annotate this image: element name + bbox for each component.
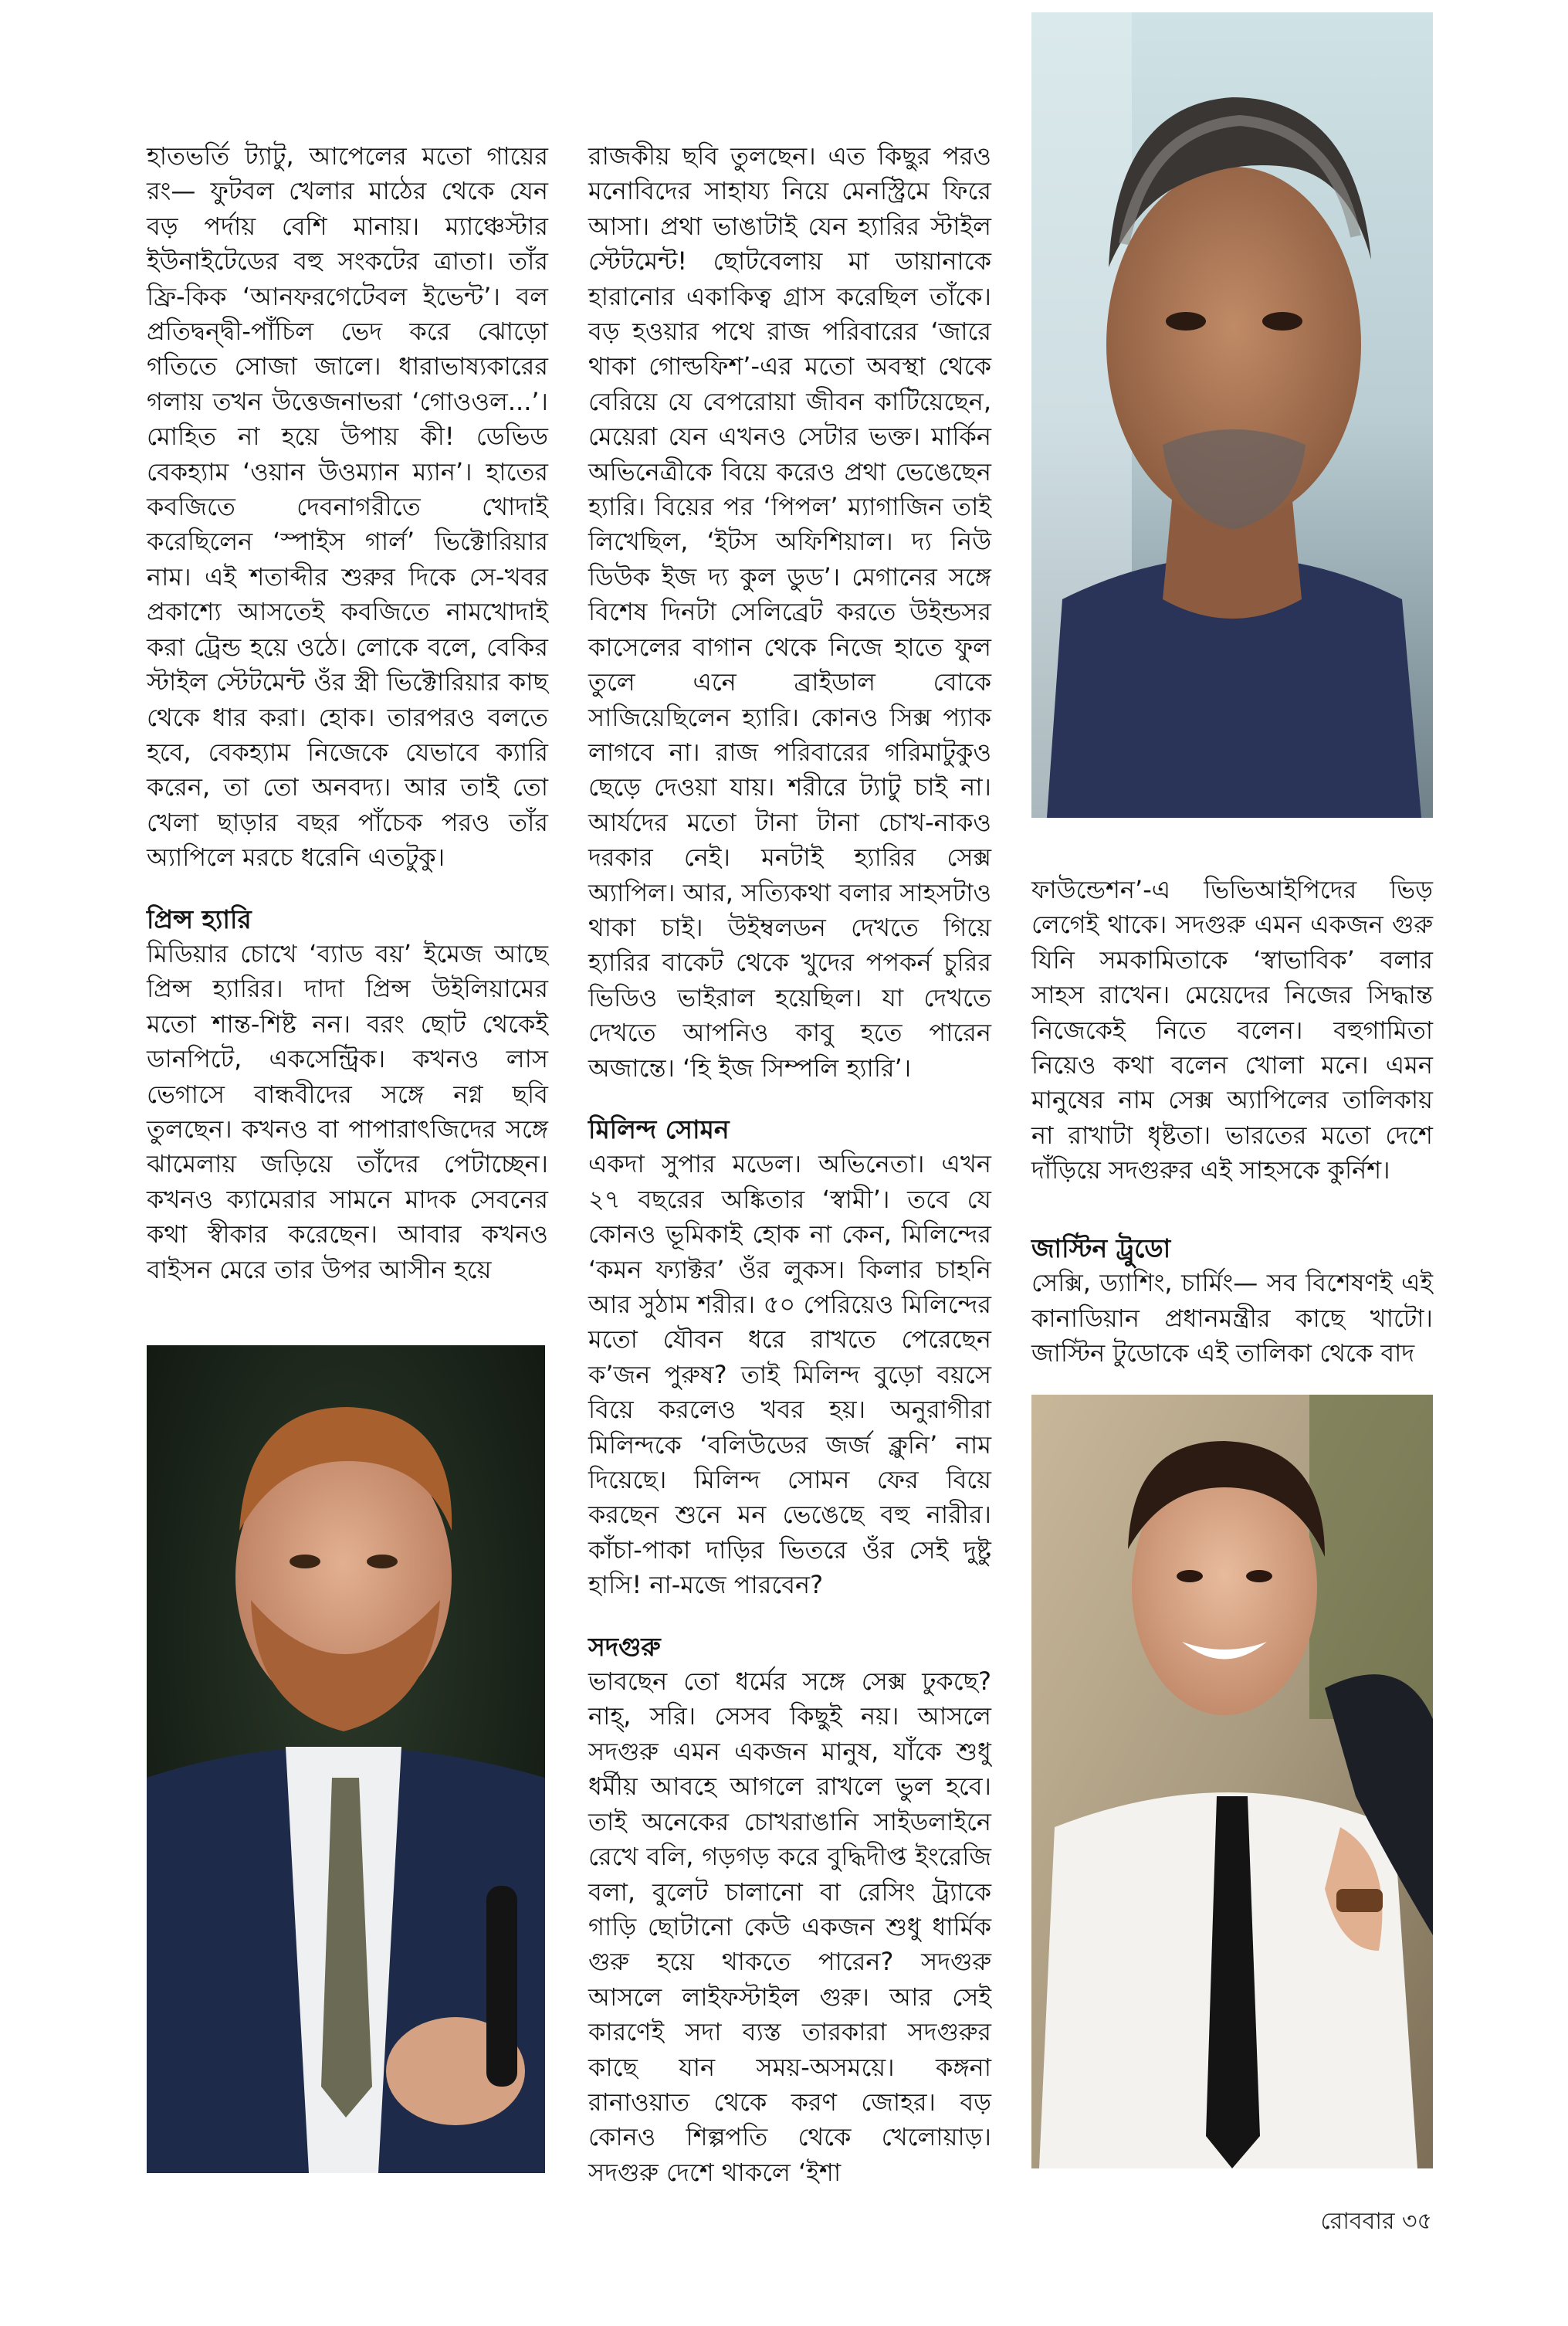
prince-harry-photo bbox=[147, 1345, 545, 2173]
article-column-2 bbox=[588, 139, 991, 2190]
article-column-1 bbox=[147, 139, 548, 1287]
section-heading-prince-harry: প্রিন্স হ্যারি bbox=[147, 904, 252, 934]
page-footer: রোববার ৩৫ bbox=[1320, 2208, 1432, 2235]
section-heading-sadhguru: সদগুরু bbox=[588, 1631, 661, 1662]
sadhguru-paragraph: ভাবছেন তো ধর্মের সঙ্গে সেক্স ঢুকছে? নাহ্, সরি। সেসব কিছুই নয়। আসলে সদগুরু এমন একজন মানুষ, যাঁকে শুধু ধর্মীয় আবহে আগলে রাখলে ভুল হবে। তাই অনেকের চোখরাঙানি সাইডলাইনে রেখে বলি, গড়গড় করে বুদ্ধিদীপ্ত ইংরেজি বলা, বুলেট চালানো বা রেসিং ট্র্যাকে গাড়ি ছোটানো কেউ একজন শুধু ধার্মিক গুরু হয়ে থাকতে পারেন? সদগুরু আসলে লাইফস্টাইল গুরু। আর সেই কারণেই সদা ব্যস্ত তারকারা সদগুরুর কাছে যান সময়-অসময়ে। কঙ্গনা রানাওয়াত থেকে করণ জোহর। বড় কোনও শিল্পপতি থেকে খেলোয়াড়। সদগুরু দেশে থাকলে ‘ইশা bbox=[588, 1667, 991, 2187]
milind-soman-photo bbox=[1031, 12, 1433, 818]
article-column-3-top bbox=[1031, 873, 1433, 1188]
beckham-paragraph: হাতভর্তি ট্যাটু, আপেলের মতো গায়ের রং— ফুটবল খেলার মাঠের থেকে যেন বড় পর্দায় বেশি মানায়। ম্যাঞ্চেস্টার ইউনাইটেডের বহু সংকটের ত্রাতা। তাঁর ফ্রি-কিক ‘আনফরগেটেবল ইভেন্ট’। বল প্রতিদ্বন্দ্বী-পাঁচিল ভেদ করে ঝোড়ো গতিতে সোজা জালে। ধারাভাষ্যকারের গলায় তখন উত্তেজনাভরা ‘গোওওল...’। মোহিত না হয়ে উপায় কী! ডেভিড বেকহ্যাম ‘ওয়ান উওম্যান ম্যান’। হাতের কবজিতে দেবনাগরীতে খোদাই করেছিলেন ‘স্পাইস গার্ল’ ভিক্টোরিয়ার নাম। এই শতাব্দীর শুরুর দিকে সে-খবর প্রকাশ্যে আসতেই কবজিতে নামখোদাই করা ট্রেন্ড হয়ে ওঠে। লোকে বলে, বেকির স্টাইল স্টেটমেন্ট ওঁর স্ত্রী ভিক্টোরিয়ার কাছ থেকে ধার করা। হোক। তারপরও বলতে হবে, বেকহ্যাম নিজেকে যেভাবে ক্যারি করেন, তা তো অনবদ্য। আর তাই তো খেলা ছাড়ার বছর পাঁচেক পরও তাঁর অ্যাপিলে মরচে ধরেনি এতটুকু। bbox=[147, 141, 548, 873]
section-heading-justin-trudeau: জাস্টিন ট্রুডো bbox=[1031, 1233, 1171, 1263]
article-column-3-bottom bbox=[1031, 1231, 1433, 1372]
milind-soman-paragraph: একদা সুপার মডেল। অভিনেতা। এখন ২৭ বছরের অঙ্কিতার ‘স্বামী’। তবে যে কোনও ভূমিকাই হোক না কেন, মিলিন্দের ‘কমন ফ্যাক্টর’ ওঁর লুকস। কিলার চাহনি আর সুঠাম শরীর। ৫০ পেরিয়েও মিলিন্দের মতো যৌবন ধরে রাখতে পেরেছেন ক’জন পুরুষ? তাই মিলিন্দ বুড়ো বয়সে বিয়ে করলেও খবর হয়। অনুরাগীরা মিলিন্দকে ‘বলিউডের জর্জ ক্লুনি’ নাম দিয়েছে। মিলিন্দ সোমন ফের বিয়ে করছেন শুনে মন ভেঙেছে বহু নারীর। কাঁচা-পাকা দাড়ির ভিতরে ওঁর সেই দুষ্টু হাসি! না-মজে পারবেন? bbox=[588, 1149, 991, 1600]
prince-harry-paragraph-cont: রাজকীয় ছবি তুলছেন। এত কিছুর পরও মনোবিদের সাহায্য নিয়ে মেনস্ট্রিমে ফিরে আসা। প্রথা ভাঙাটাই যেন হ্যারির স্টাইল স্টেটমেন্ট! ছোটবেলায় মা ডায়ানাকে হারানোর একাকিত্ব গ্রাস করেছিল তাঁকে। বড় হওয়ার পথে রাজ পরিবারের ‘জারে থাকা গোল্ডফিশ’-এর মতো অবস্থা থেকে বেরিয়ে যে বেপরোয়া জীবন কাটিয়েছেন, মেয়েরা যেন এখনও সেটার ভক্ত। মার্কিন অভিনেত্রীকে বিয়ে করেও প্রথা ভেঙেছেন হ্যারি। বিয়ের পর ‘পিপল’ ম্যাগাজিন তাই লিখেছিল, ‘ইটস অফিশিয়াল। দ্য নিউ ডিউক ইজ দ্য কুল ডুড’। মেগানের সঙ্গে বিশেষ দিনটা সেলিব্রেট করতে উইন্ডসর কাসেলের বাগান থেকে নিজে হাতে ফুল তুলে এনে ব্রাইডাল বোকে সাজিয়েছিলেন হ্যারি। কোনও সিক্স প্যাক লাগবে না। রাজ পরিবারের গরিমাটুকুও ছেড়ে দেওয়া যায়। শরীরে ট্যাটু চাই না। আর্যদের মতো টানা টানা চোখ-নাকও দরকার নেই। মনটাই হ্যারির সেক্স অ্যাপিল। আর, সত্যিকথা বলার সাহসটাও থাকা চাই। উইম্বলডন দেখতে গিয়ে হ্যারির বাকেট থেকে খুদের পপকর্ন চুরির ভিডিও ভাইরাল হয়েছিল। যা দেখতে দেখতে আপনিও কাবু হতে পারেন অজান্তে। ‘হি ইজ সিম্পলি হ্যারি’। bbox=[588, 141, 991, 1083]
section-heading-milind-soman: মিলিন্দ সোমন bbox=[588, 1114, 730, 1144]
prince-harry-paragraph: মিডিয়ার চোখে ‘ব্যাড বয়’ ইমেজ আছে প্রিন্স হ্যারির। দাদা প্রিন্স উইলিয়ামের মতো শান্ত-শিষ্ট নন। বরং ছোট থেকেই ডানপিটে, একসেন্ট্রিক। কখনও লাস ভেগাসে বান্ধবীদের সঙ্গে নগ্ন ছবি তুলছেন। কখনও বা পাপারাৎজিদের সঙ্গে ঝামেলায় জড়িয়ে তাঁদের পেটাচ্ছেন। কখনও ক্যামেরার সামনে মাদক সেবনের কথা স্বীকার করেছেন। আবার কখনও বাইসন মেরে তার উপর আসীন হয়ে bbox=[147, 938, 548, 1284]
sadhguru-paragraph-cont: ফাউন্ডেশন’-এ ভিভিআইপিদের ভিড় লেগেই থাকে। সদগুরু এমন একজন গুরু যিনি সমকামিতাকে ‘স্বাভাবিক’ বলার সাহস রাখেন। মেয়েদের নিজের সিদ্ধান্ত নিজেকেই নিতে বলেন। বহুগামিতা নিয়েও কথা বলেন খোলা মনে। এমন মানুষের নাম সেক্স অ্যাপিলের তালিকায় না রাখাটা ধৃষ্টতা। ভারতের মতো দেশে দাঁড়িয়ে সদগুরুর এই সাহসকে কুর্নিশ। bbox=[1031, 875, 1433, 1185]
justin-trudeau-paragraph: সেক্সি, ড্যাশিং, চার্মিং— সব বিশেষণই এই কানাডিয়ান প্রধানমন্ত্রীর কাছে খাটো। জাস্টিন টুডোকে এই তালিকা থেকে বাদ bbox=[1031, 1268, 1433, 1368]
justin-trudeau-photo bbox=[1031, 1395, 1433, 2168]
